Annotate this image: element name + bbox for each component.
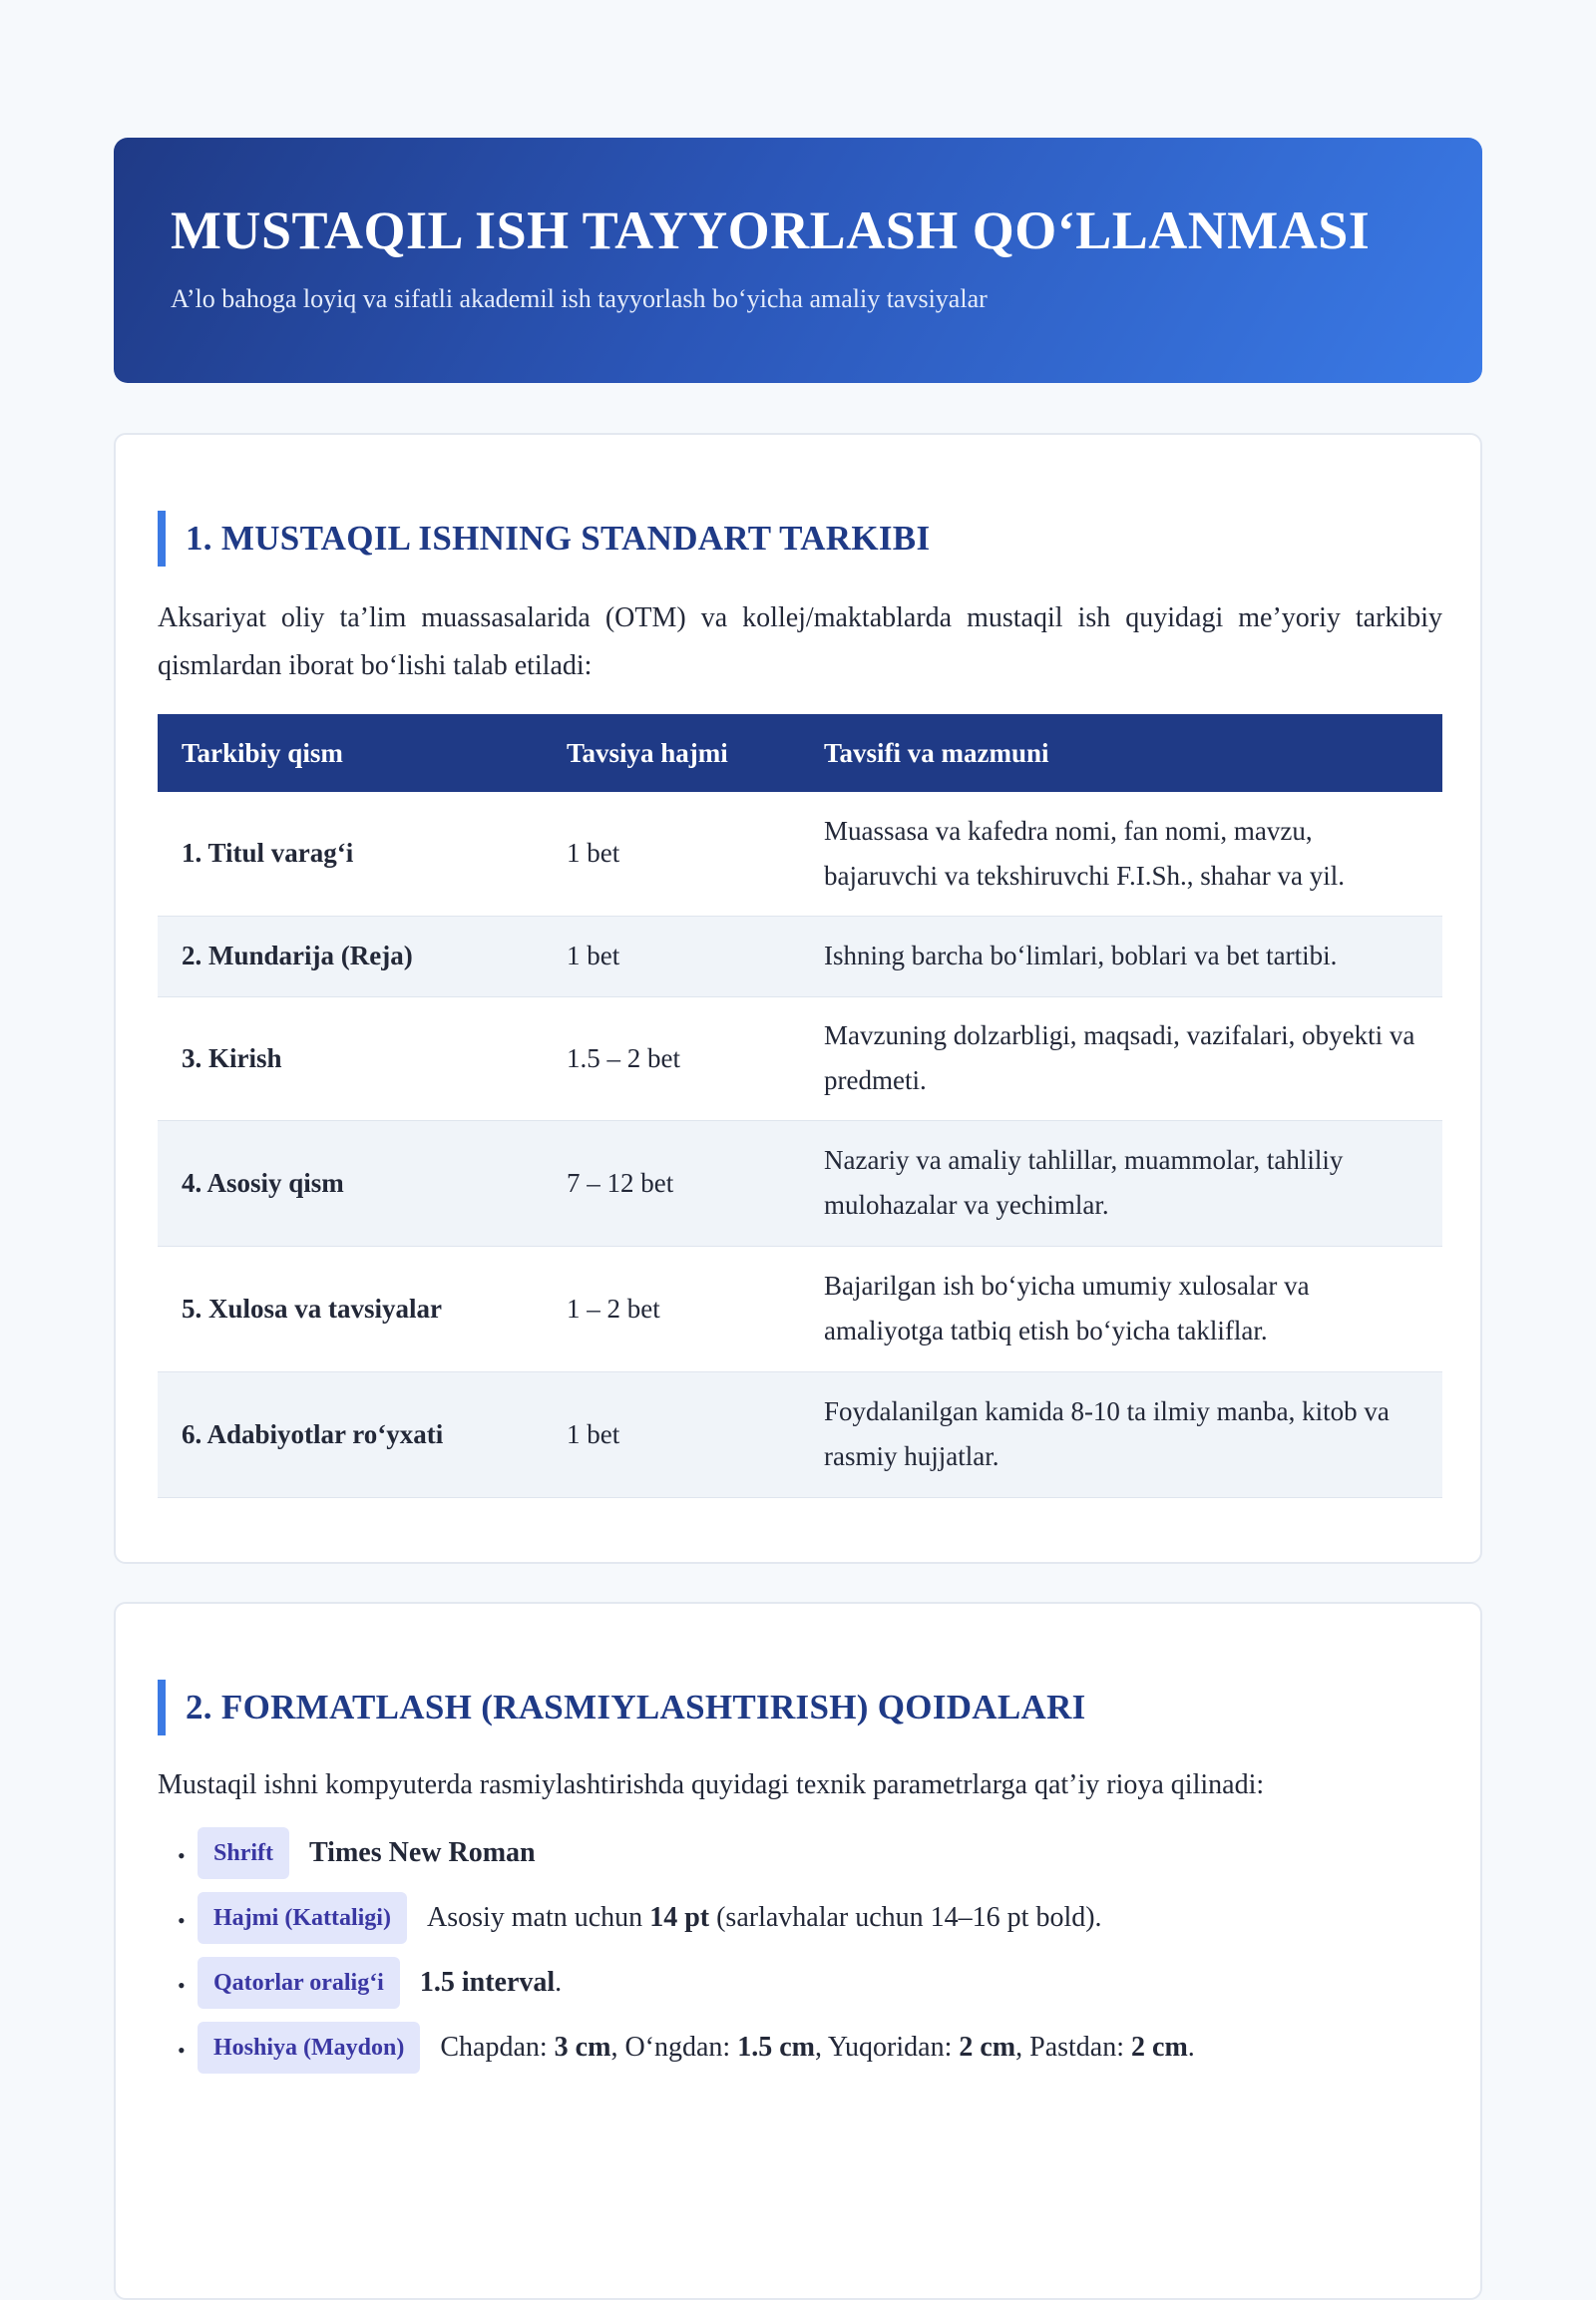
formatting-section: [114, 1602, 1482, 2300]
rule-value-text: (sarlavhalar uchun 14–16 pt bold).: [709, 1901, 1102, 1933]
rule-value: [309, 1837, 536, 1869]
rule-badge: Hajmi (Kattaligi): [198, 1892, 407, 1944]
rule-value-text: , Yuqoridan:: [814, 2031, 960, 2063]
bullet-icon: •: [178, 2038, 186, 2063]
table-cell-part: 4. Asosiy qism: [158, 1120, 543, 1246]
bullet-icon: •: [178, 1973, 186, 1998]
structure-section: [114, 433, 1482, 1564]
rule-value-emphasis: 1.5 cm: [737, 2031, 815, 2063]
rule-badge: Hoshiya (Maydon): [198, 2022, 420, 2074]
rule-badge: Shrift: [198, 1827, 289, 1879]
rule-value-text: , Pastdan:: [1015, 2031, 1132, 2063]
table-cell-size: 7 – 12 bet: [543, 1120, 800, 1246]
rule-badge: Qatorlar oralig‘i: [198, 1957, 400, 2009]
rule-value-text: Asosiy matn uchun: [426, 1901, 650, 1933]
rule-value-text: Chapdan:: [440, 2031, 555, 2063]
rule-value-emphasis: 3 cm: [554, 2031, 611, 2063]
rule-value-text: , O‘ngdan:: [610, 2031, 738, 2063]
table-row: [158, 1371, 1442, 1497]
page-subtitle: A’lo bahoga loyiq va sifatli akademil ish tayyorlash bo‘yicha amaliy tavsiyalar: [171, 284, 988, 314]
table-cell-size: 1.5 – 2 bet: [543, 996, 800, 1120]
section-intro: Mustaqil ishni kompyuterda rasmiylashtirishda quyidagi texnik parametrlarga qat’iy rioya qilinadi:: [158, 1769, 1265, 1800]
table-cell-size: 1 bet: [543, 792, 800, 916]
rule-value: [440, 2032, 1194, 2064]
list-item: [158, 2020, 1195, 2075]
list-item: [158, 1890, 1195, 1945]
table-cell-part: 1. Titul varag‘i: [158, 792, 543, 916]
table-cell-size: 1 bet: [543, 916, 800, 996]
section-intro: Aksariyat oliy ta’lim muassasalarida (OTM) va kollej/maktablarda mustaqil ish quyidagi me’yoriy tarkibiy qismlardan iborat bo‘lishi talab etiladi:: [158, 602, 1442, 681]
list-item: [158, 1825, 1195, 1880]
structure-table: [158, 714, 1442, 1498]
page-title: MUSTAQIL ISH TAYYORLASH QO‘LLANMASI: [171, 200, 1371, 260]
table-cell-desc: Ishning barcha bo‘limlari, boblari va bet tartibi.: [800, 916, 1442, 996]
rule-value-emphasis: 2 cm: [1131, 2031, 1188, 2063]
table-cell-part: 3. Kirish: [158, 996, 543, 1120]
rule-value: [427, 1902, 1102, 1934]
table-row: [158, 792, 1442, 916]
rule-value: [420, 1967, 562, 1999]
page-header: [114, 138, 1482, 383]
rule-value-text: .: [1187, 2031, 1195, 2063]
table-cell-desc: Mavzuning dolzarbligi, maqsadi, vazifalari, obyekti va predmeti.: [800, 996, 1442, 1120]
rule-value-emphasis: 14 pt: [649, 1901, 710, 1933]
section-title: 1. MUSTAQIL ISHNING STANDART TARKIBI: [158, 511, 930, 567]
table-header-row: [158, 714, 1442, 792]
table-cell-size: 1 bet: [543, 1371, 800, 1497]
column-header: Tavsifi va mazmuni: [800, 714, 1442, 792]
column-header: Tarkibiy qism: [158, 714, 543, 792]
table-cell-part: 6. Adabiyotlar ro‘yxati: [158, 1371, 543, 1497]
table-row: [158, 1120, 1442, 1246]
rule-value-emphasis: Times New Roman: [309, 1836, 536, 1868]
rule-value-text: .: [555, 1966, 563, 1998]
section-title: 2. FORMATLASH (RASMIYLASHTIRISH) QOIDALARI: [158, 1680, 1086, 1735]
table-row: [158, 1246, 1442, 1371]
table-cell-part: 5. Xulosa va tavsiyalar: [158, 1246, 543, 1371]
table-cell-size: 1 – 2 bet: [543, 1246, 800, 1371]
bullet-icon: •: [178, 1908, 186, 1933]
bullet-icon: •: [178, 1843, 186, 1868]
table-row: [158, 916, 1442, 996]
table-cell-desc: Bajarilgan ish bo‘yicha umumiy xulosalar va amaliyotga tatbiq etish bo‘yicha takliflar.: [800, 1246, 1442, 1371]
formatting-rules-list: [158, 1825, 1195, 2085]
table-cell-desc: Muassasa va kafedra nomi, fan nomi, mavzu, bajaruvchi va tekshiruvchi F.I.Sh., shahar va yil.: [800, 792, 1442, 916]
table-cell-desc: Foydalanilgan kamida 8-10 ta ilmiy manba, kitob va rasmiy hujjatlar.: [800, 1371, 1442, 1497]
rule-value-emphasis: 2 cm: [959, 2031, 1016, 2063]
list-item: [158, 1955, 1195, 2010]
column-header: Tavsiya hajmi: [543, 714, 800, 792]
table-cell-part: 2. Mundarija (Reja): [158, 916, 543, 996]
table-cell-desc: Nazariy va amaliy tahlillar, muammolar, tahliliy mulohazalar va yechimlar.: [800, 1120, 1442, 1246]
table-row: [158, 996, 1442, 1120]
rule-value-emphasis: 1.5 interval: [419, 1966, 556, 1998]
